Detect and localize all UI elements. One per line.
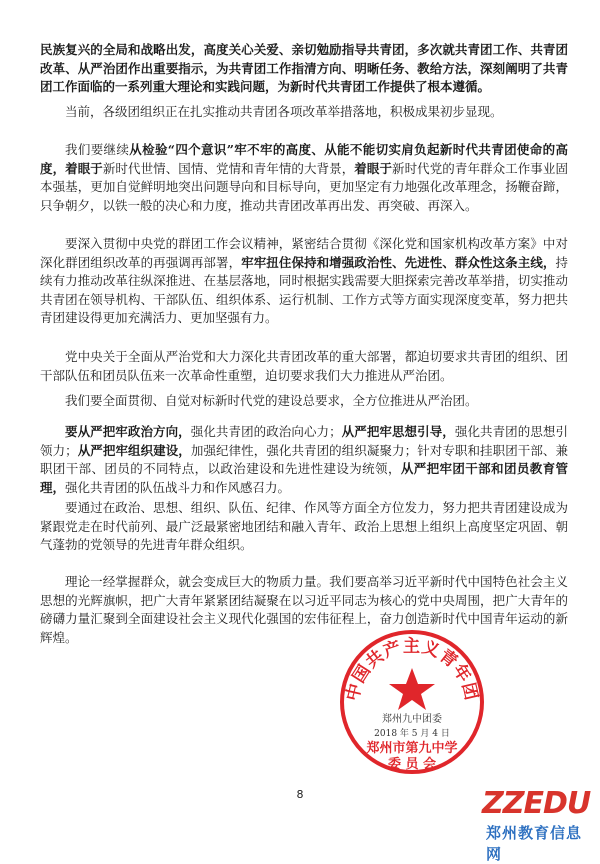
text-run: 理论一经掌握群众，就会变成巨大的物质力量。我们要高举习近平新时代中国特色社会主义思想的光辉旗帜，把广大青年紧紧团结凝聚在以习近平同志为核心的党中央周围，把广大青年的磅礴力量汇聚到全面建设社会主义现代化强国的宏伟征程上，奋力创造新时代中国青年运动的新辉煌。 [40, 574, 568, 645]
seal-signature: 郑州九中团委 [382, 714, 442, 725]
text-run: 从严把牢团干部和团员教育管理， [40, 461, 568, 495]
page-number: 8 [296, 788, 304, 801]
text-run: 要通过在政治、思想、组织、队伍、纪律、作风等方面全方位发力，努力把共青团建设成为紧跟党走在时代前列、最广泛最紧密地团结和融入青年、政治上思想上组织上高度坚定巩固、朝气蓬勃的党领导的先进青年群众组织。 [40, 500, 568, 552]
paragraph-4 [40, 235, 568, 328]
paragraph-3 [40, 141, 568, 215]
text-run: 从检验“四个意识”牢不牢的高度、从能不能切实肩负起新时代共青团使命的高度，着眼于 [40, 142, 568, 176]
text-run: 新时代党的青年群众工作事业固本强基，更加自觉鲜明地突出问题导向和目标导向，更加坚定有力地强化改革理念，扬鞭奋蹄，只争朝夕，以铁一般的决心和力度，推动共青团改革再出发、再突破、再深入。 [40, 160, 568, 213]
text-run: 从严把牢组织建设， [77, 442, 191, 458]
paragraph-9 [40, 573, 568, 647]
official-seal [338, 628, 486, 776]
paragraph-8 [40, 499, 568, 555]
text-run: 要深入贯彻中央党的群团工作会议精神，紧密结合贯彻《深化党和国家机构改革方案》中对深化群团组织改革的再强调再部署， [40, 236, 568, 270]
text-run: 我们要继续 [65, 142, 130, 157]
text-run: 要从严把牢政治方向， [65, 424, 191, 439]
seal-org-line2: 委 员 会 [387, 757, 437, 772]
paragraph-5 [40, 348, 568, 385]
logo-mark-text: ZZEDU [482, 786, 591, 821]
seal-star-icon [389, 668, 435, 710]
text-run: 牢牢扭住保持和增强政治性、先进性、群众性这条主线， [241, 254, 556, 270]
zzedu-logo-mark [482, 786, 590, 821]
text-run: 持续有力推动改革往纵深推进、在基层落地，同时根据实践需要大胆探索完善改革举措，切实推动共青团在领导机构、干部队伍、组织体系、运行机制、工作方式等方面实现深度变革，努力把共青团建设得更加充满活力、更加坚强有力。 [40, 254, 568, 325]
seal-arc-text: 中国共产主义青年团 [342, 636, 482, 703]
seal-org-line1: 郑州市第九中学 [366, 741, 458, 756]
paragraph-6 [40, 392, 568, 411]
text-run: 强化共青团的队伍战斗力和作风感召力。 [65, 479, 291, 495]
text-run: 我们要全面贯彻、自觉对标新时代党的建设总要求，全方位推进从严治团。 [65, 393, 478, 408]
text-run: 强化共青团的思想引领力； [40, 424, 568, 458]
text-run: 民族复兴的全局和战略出发，高度关心关爱、亲切勉励指导共青团，多次就共青团工作、共青团改革、从严治团作出重要指示，为共青团工作指清方向、明晰任务、教给方法，深刻阐明了共青团工作面临的一系列重大理论和实践问题，为新时代共青团工作提供了根本遵循。 [40, 42, 568, 94]
text-run: 当前，各级团组织正在扎实推动共青团各项改革举措落地，积极成果初步显现。 [65, 104, 503, 119]
text-run: 新时代世情、国情、党情和青年情的大背景， [102, 160, 355, 176]
text-run: 着眼于 [354, 160, 393, 176]
paragraph-2 [40, 103, 568, 122]
text-run: 加强纪律性，强化共青团的组织凝聚力；针对专职和挂职团干部、兼职团干部、团员的不同特点，以政治建设和先进性建设为统领， [40, 442, 568, 476]
paragraph-7 [40, 423, 568, 497]
text-run: 从严把牢思想引导， [341, 424, 455, 439]
text-run: 强化共青团的政治向心力； [190, 424, 342, 439]
zzedu-logo[interactable] [478, 786, 596, 863]
seal-date: 2018 年 5 月 4 日 [374, 729, 450, 739]
paragraph-1 [40, 41, 568, 97]
text-run: 党中央关于全面从严治党和大力深化共青团改革的重大部署，都迫切要求共青团的组织、团干部队伍和团员队伍来一次革命性重塑，迫切要求我们大力推进从严治团。 [40, 349, 568, 383]
logo-site-name: 郑州教育信息网 [486, 824, 583, 863]
